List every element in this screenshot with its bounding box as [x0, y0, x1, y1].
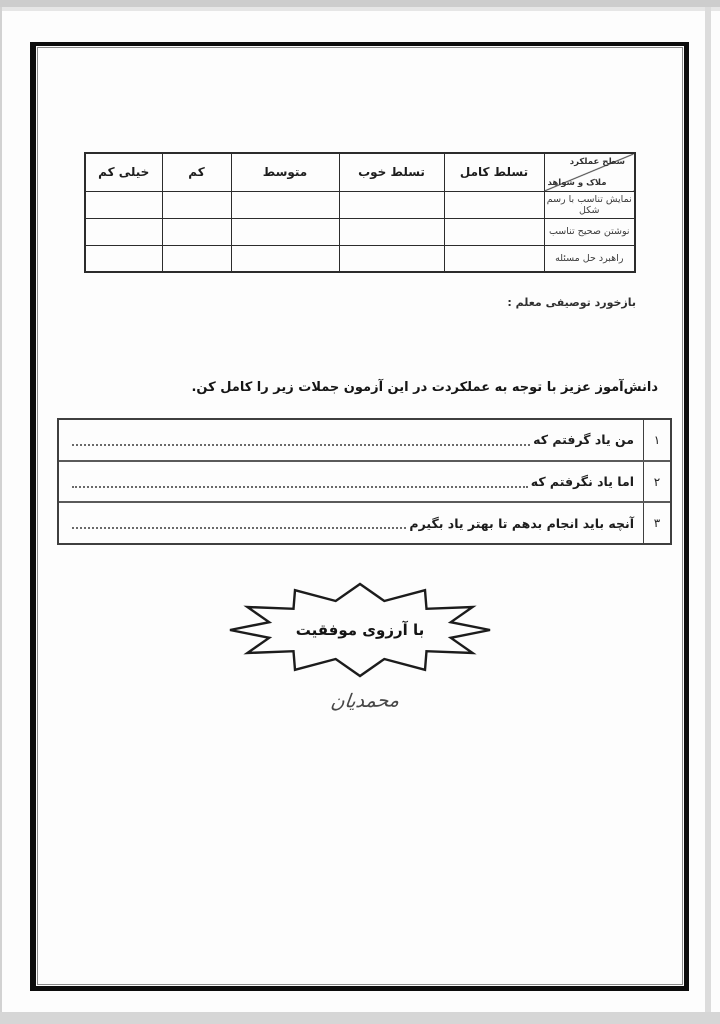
instruction-text: دانش‌آموز عزیز با توجه به عملکردت در این آزمون جملات زیر را کامل کن.: [191, 380, 658, 395]
rubric-corner-cell: [544, 153, 635, 191]
row-content: [59, 420, 643, 460]
photo-edge-left: [0, 7, 2, 1012]
dotted-leader: [72, 486, 528, 488]
signature-text: محمدیان: [329, 689, 401, 713]
column-header-very-low: خیلی کم: [85, 153, 162, 191]
success-badge: [228, 582, 492, 678]
row-text: آنچه باید انجام بدهم تا بهتر یاد بگیرم: [409, 515, 634, 531]
photo-edge-top: [0, 0, 720, 7]
rubric-row-2: [85, 218, 635, 245]
empty-cell: [339, 218, 444, 245]
teacher-feedback-label: بازخورد توصیفی معلم :: [507, 296, 636, 309]
column-header-full-mastery: تسلط کامل: [444, 153, 544, 191]
photo-edge-top-light: [0, 7, 720, 11]
empty-cell: [339, 245, 444, 272]
rubric-row-3: [85, 245, 635, 272]
performance-level-label: سطح عملکرد: [569, 157, 625, 167]
dotted-leader: [72, 527, 406, 529]
column-header-average: متوسط: [231, 153, 339, 191]
empty-cell: [444, 218, 544, 245]
row-content: [59, 462, 643, 502]
row-content: [59, 503, 643, 543]
empty-cell: [339, 191, 444, 218]
empty-cell: [162, 218, 231, 245]
rubric-row-1: [85, 191, 635, 218]
row-label-problem-solving: راهبرد حل مسئله: [544, 245, 635, 272]
row-number: ۳: [643, 503, 670, 543]
photo-edge-right: [705, 7, 711, 1012]
row-number: ۱: [643, 420, 670, 460]
empty-cell: [85, 218, 162, 245]
completion-box: [57, 418, 672, 545]
empty-cell: [444, 245, 544, 272]
photo-edge-bottom: [0, 1012, 720, 1024]
row-label-write-proportion: نوشتن صحیح تناسب: [544, 218, 635, 245]
empty-cell: [231, 245, 339, 272]
badge-text: با آرزوی موفقیت: [295, 621, 425, 639]
row-number: ۲: [643, 462, 670, 502]
dotted-leader: [72, 444, 530, 446]
empty-cell: [85, 245, 162, 272]
empty-cell: [162, 245, 231, 272]
column-header-good-mastery: تسلط خوب: [339, 153, 444, 191]
rubric-table: [84, 152, 636, 273]
empty-cell: [162, 191, 231, 218]
row-text: من یاد گرفتم که: [533, 432, 634, 448]
criteria-evidence-label: ملاک و شواهد: [547, 177, 607, 188]
rubric-header-row: [85, 153, 635, 191]
empty-cell: [85, 191, 162, 218]
completion-row-2: [59, 460, 670, 502]
column-header-low: کم: [162, 153, 231, 191]
row-label-draw-proportion: نمایش تناسب با رسم شکل: [544, 191, 635, 218]
row-text: اما یاد نگرفتم که: [530, 474, 634, 489]
completion-row-1: [59, 420, 670, 460]
empty-cell: [231, 191, 339, 218]
empty-cell: [231, 218, 339, 245]
empty-cell: [444, 191, 544, 218]
completion-row-3: [59, 501, 670, 543]
